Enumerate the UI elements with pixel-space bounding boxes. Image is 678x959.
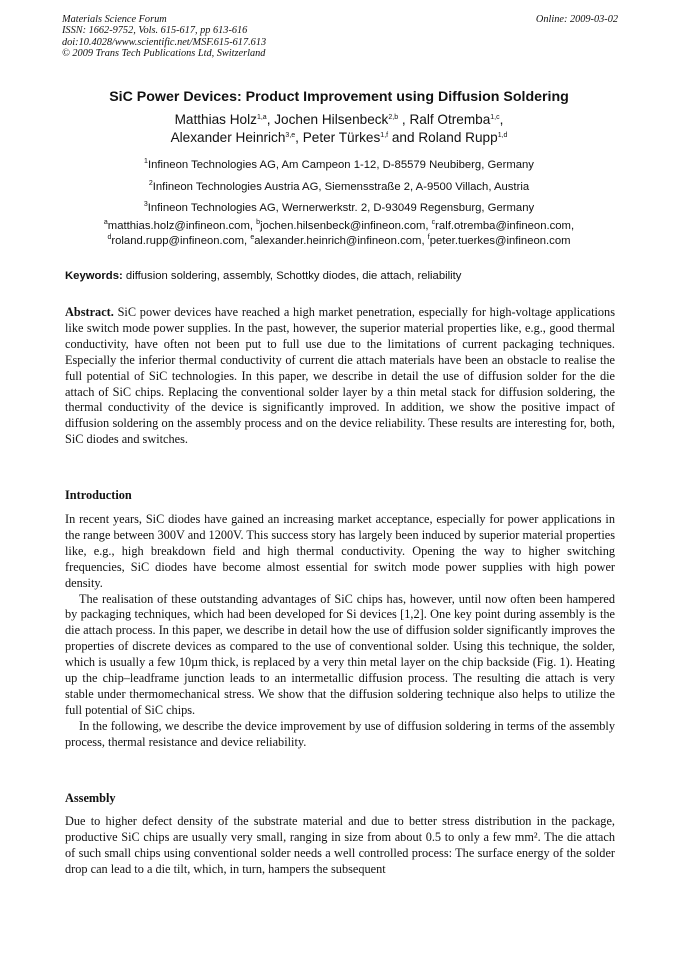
paragraph: In recent years, SiC diodes have gained an increasing market acceptance, especially for power applications in the range between 300V and 1200V. This success story has largely been induced by superior material properties like, e.g., high breakdown field and high thermal conductivity. Opening the way to higher switching frequencies, SiC diodes have become almost essential for switch mode power supplies with high power density. — [65, 512, 615, 590]
affil-mark: 3 — [143, 201, 148, 208]
author-affil-mark: 1,f — [380, 132, 389, 139]
affil-text: Infineon Technologies AG, Am Campeon 1-12, D-85579 Neubiberg, Germany — [147, 159, 534, 171]
issn-line: ISSN: 1662-9752, Vols. 615-617, pp 613-616 — [62, 25, 248, 37]
copyright-line: © 2009 Trans Tech Publications Ltd, Switzerland — [62, 48, 266, 60]
email-mark: d — [107, 234, 112, 241]
email-mark: c — [431, 219, 436, 226]
author-name: Jochen Hilsenbeck — [274, 112, 389, 127]
author-affil-mark: 1,c — [490, 114, 500, 121]
email-link[interactable]: jochen.hilsenbeck@infineon.com — [260, 220, 426, 232]
affiliation — [40, 155, 638, 177]
email-line-2: $^d$roland.rupp@infineon.com, $^e$alexander.heinrich@infineon.com, $^f$peter.tuerkes@infineon.com — [107, 234, 571, 247]
author-name: Peter Türkes — [302, 130, 381, 145]
paragraph: The realisation of these outstanding advantages of SiC chips has, however, until now often been hampered by packaging techniques, which had been developed for Si devices [1,2]. One key point during assembly is the die attach process. In this paper, we describe in detail how the use of diffusion solder significantly improves the properties of discrete devices as compared to the use of conventional solder. Using this technique, the solder, which is usually a few 10µm thick, is replaced by a very thin metal layer on the chip backside (Fig. 1). Heating up the chip–leadframe junction leads to an intermetallic diffusion process. The resulting die attach is very stable under thermomechanical stress. We show that the diffusion soldering technique also helps to utilize the full potential of SiC chips. — [65, 591, 615, 717]
paragraph: Due to higher defect density of the substrate material and due to better stress distribution in the package, productive SiC chips are usually very small, ranging in size from about 0.5 to only a few mm². The die attach of such small chips using conventional solder needs a well controlled process: The surface energy of the solder drop can lead to a die tilt, which, in turn, hampers the subsequent — [65, 814, 615, 876]
email-link[interactable]: roland.rupp@infineon.com — [111, 235, 245, 247]
author-name: Ralf Otremba — [409, 112, 491, 127]
email-mark: e — [250, 234, 255, 241]
abstract-paragraph — [65, 305, 615, 448]
author-line-2: Alexander Heinrich$^{3,e}$, Peter Türkes$^{1,f}$ and Roland Rupp$^{1,d}$ — [170, 130, 508, 145]
journal-name: Materials Science Forum — [62, 14, 167, 25]
affiliation — [40, 198, 638, 220]
affiliation-list — [40, 155, 638, 220]
author-affil-mark: 1,d — [497, 132, 508, 139]
email-line-1: $^a$matthias.holz@infineon.com, $^b$jochen.hilsenbeck@infineon.com, $^c$ralf.otremba@infineon.com, — [103, 219, 575, 232]
author-line-1: Matthias Holz$^{1,a}$, Jochen Hilsenbeck$^{2,b}$ , Ralf Otremba$^{1,c}$, — [174, 112, 504, 127]
email-link[interactable]: ralf.otremba@infineon.com — [435, 220, 571, 232]
section-heading-assembly: Assembly — [65, 791, 116, 805]
email-link[interactable]: matthias.holz@infineon.com — [107, 220, 250, 232]
affil-text: Infineon Technologies Austria AG, Siemensstraße 2, A-9500 Villach, Austria — [152, 180, 530, 193]
email-list — [40, 219, 638, 249]
doi-line[interactable]: doi:10.4028/www.scientific.net/MSF.615-617.613 — [62, 36, 267, 48]
keywords-label: Keywords: — [65, 270, 123, 282]
email-link[interactable]: peter.tuerkes@infineon.com — [429, 235, 571, 247]
affiliation — [40, 177, 638, 199]
abstract-label: Abstract. — [65, 305, 114, 319]
introduction-body — [65, 512, 615, 751]
author-name: Alexander Heinrich — [170, 130, 286, 145]
affil-text: Infineon Technologies AG, Wernerwerkstr. 2, D-93049 Regensburg, Germany — [147, 202, 535, 214]
affil-mark: 2 — [148, 179, 153, 187]
email-link[interactable]: alexander.heinrich@infineon.com — [254, 235, 422, 247]
keywords-text: diffusion soldering, assembly, Schottky diodes, die attach, reliability — [125, 270, 462, 282]
author-affil-mark: 1,a — [256, 114, 267, 121]
assembly-body — [65, 814, 615, 878]
journal-header — [62, 14, 618, 60]
online-date: Online: 2009-03-02 — [535, 14, 618, 25]
abstract-text: SiC power devices have reached a high market penetration, especially for high-voltage applications like switch mode power supplies. In the past, however, the superior material properties like, e.g., good thermal conductivity, have often not been put to full use due to the limitations of current packaging techniques. Especially the inferior thermal conductivity of current die attach materials have been an obstacle to realise the full potential of SiC technologies. In this paper, we describe in detail the use of diffusion solder for the die attach of SiC chips. Replacing the conventional solder layer by a thin metal stack for diffusion soldering, the thermal conductivity of the device is significantly improved. In addition, we show the positive impact of diffusion soldering on the assembly process and on the device reliability. These results are interesting for, both, SiC diodes and switches. — [65, 305, 615, 447]
author-name: Matthias Holz — [174, 112, 257, 127]
author-name: Roland Rupp — [418, 130, 498, 145]
author-list — [40, 111, 638, 147]
paper-title: SiC Power Devices: Product Improvement using Diffusion Soldering — [109, 89, 569, 105]
keywords — [65, 270, 620, 282]
author-affil-mark: 2,b — [388, 114, 399, 121]
email-mark: a — [103, 219, 108, 226]
email-mark: b — [256, 219, 261, 226]
author-affil-mark: 3,e — [285, 132, 296, 139]
paragraph: In the following, we describe the device improvement by use of diffusion soldering in terms of the assembly process, thermal resistance and device reliability. — [65, 718, 615, 749]
abstract — [65, 305, 615, 448]
email-mark: f — [427, 234, 430, 241]
section-heading-introduction: Introduction — [65, 488, 132, 502]
affil-mark: 1 — [144, 158, 148, 165]
